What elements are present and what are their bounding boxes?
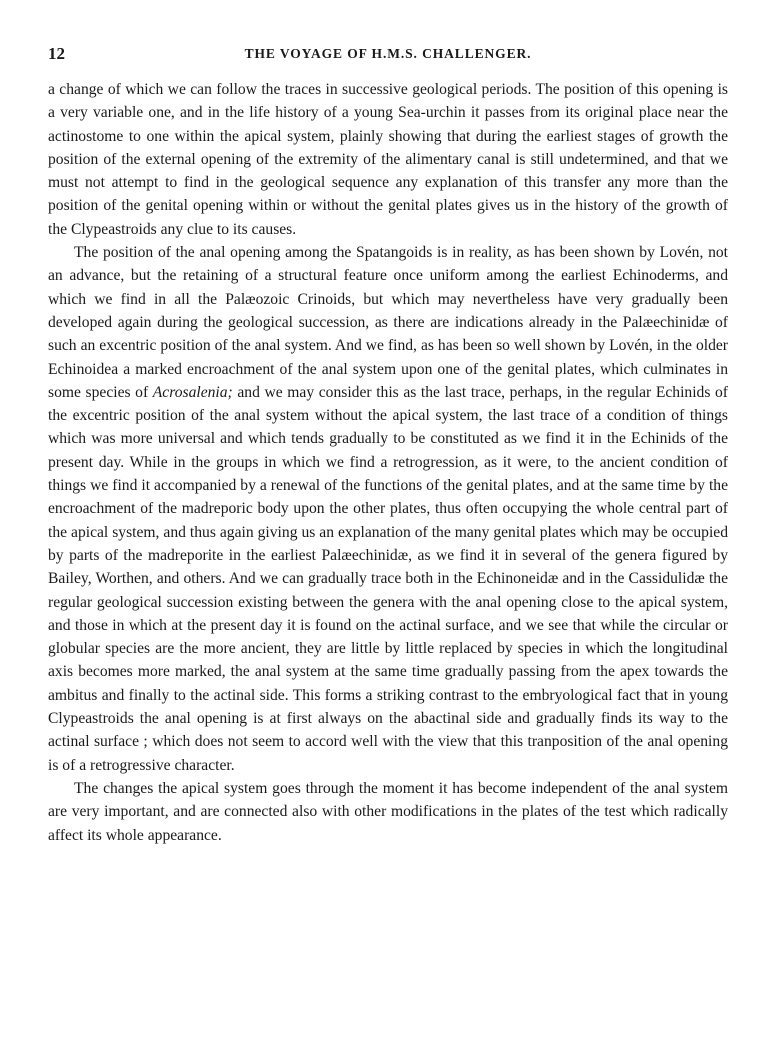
page-number: 12 (48, 44, 65, 63)
running-title: THE VOYAGE OF H.M.S. CHALLENGER. (244, 46, 532, 61)
paragraph-2-text-a: The position of the anal opening among the Spatangoids is in reality, as has been shown by Lovén, not an advance, but the retaining of a structural feature once uniform among the earliest Echinoderms, and which we find in all the Palæozoic Crinoids, but which may nevertheless have very gradually been developed again during the geological succession, as there are indications already in the Palæechinidæ of such an excentric position of the anal system. And we find, as has been so well shown by Lovén, in the older Echinoidea a marked encroachment of the anal system upon one of the genital plates, which culminates in some species of (48, 244, 728, 401)
running-head (48, 44, 728, 66)
paragraph-2-text-b: and we may consider this as the last trace, perhaps, in the regular Echinids of the excentric position of the anal system without the apical system, the last trace of a condition of things which was more universal and which tends gradually to be constituted as we find it in the Echinids of the present day. While in the groups in which we find a retrogression, as it were, to the ancient condition of things we find it accompanied by a renewal of the functions of the genital plates, and at the same time by the encroachment of the madreporic body upon the other plates, thus often occupying the whole central part of the apical system, and thus again giving us an explanation of the many genital plates which may be occupied by parts of the madreporite in the earliest Palæechinidæ, as we find it in several of the genera figured by Bailey, Worthen, and others. And we can gradually trace both in the Echinoneidæ and in the Cassidulidæ the regular geological succession existing between the genera with the anal opening close to the apical system, and those in which at the present day it is found on the actinal surface, and we see that while the circular or globular species are the more ancient, they are little by little replaced by species in which the longitudinal axis becomes more marked, the anal system at the same time gradually passing from the apex towards the ambitus and finally to the actinal side. This forms a striking contrast to the embryological fact that in young Clypeastroids the anal opening is at first always on the abactinal side and gradually finds its way to the actinal surface ; which does not seem to accord well with the view that this tranposition of the anal opening is of a retrogressive character. (48, 383, 728, 774)
genus-name-acrosalenia: Acrosalenia; (152, 383, 233, 401)
paragraph-3: The changes the apical system goes through the moment it has become independent of the anal system are very important, and are connected also with other modifications in the plates of the test which radically affect its whole appearance. (48, 779, 728, 844)
paragraph-1: a change of which we can follow the traces in successive geological periods. The position of this opening is a very variable one, and in the life history of a young Sea-urchin it passes from its original place near the actinostome to one within the apical system, plainly showing that during the earliest stages of growth the position of the external opening of the extremity of the alimentary canal is still undetermined, and that we must not attempt to find in the geological sequence any explanation of this transfer any more than the position of the genital opening within or without the genital plates gives us in the history of the growth of the Clypeastroids any clue to its causes. (48, 81, 728, 238)
book-page (48, 44, 728, 847)
paragraph-2 (48, 241, 728, 777)
